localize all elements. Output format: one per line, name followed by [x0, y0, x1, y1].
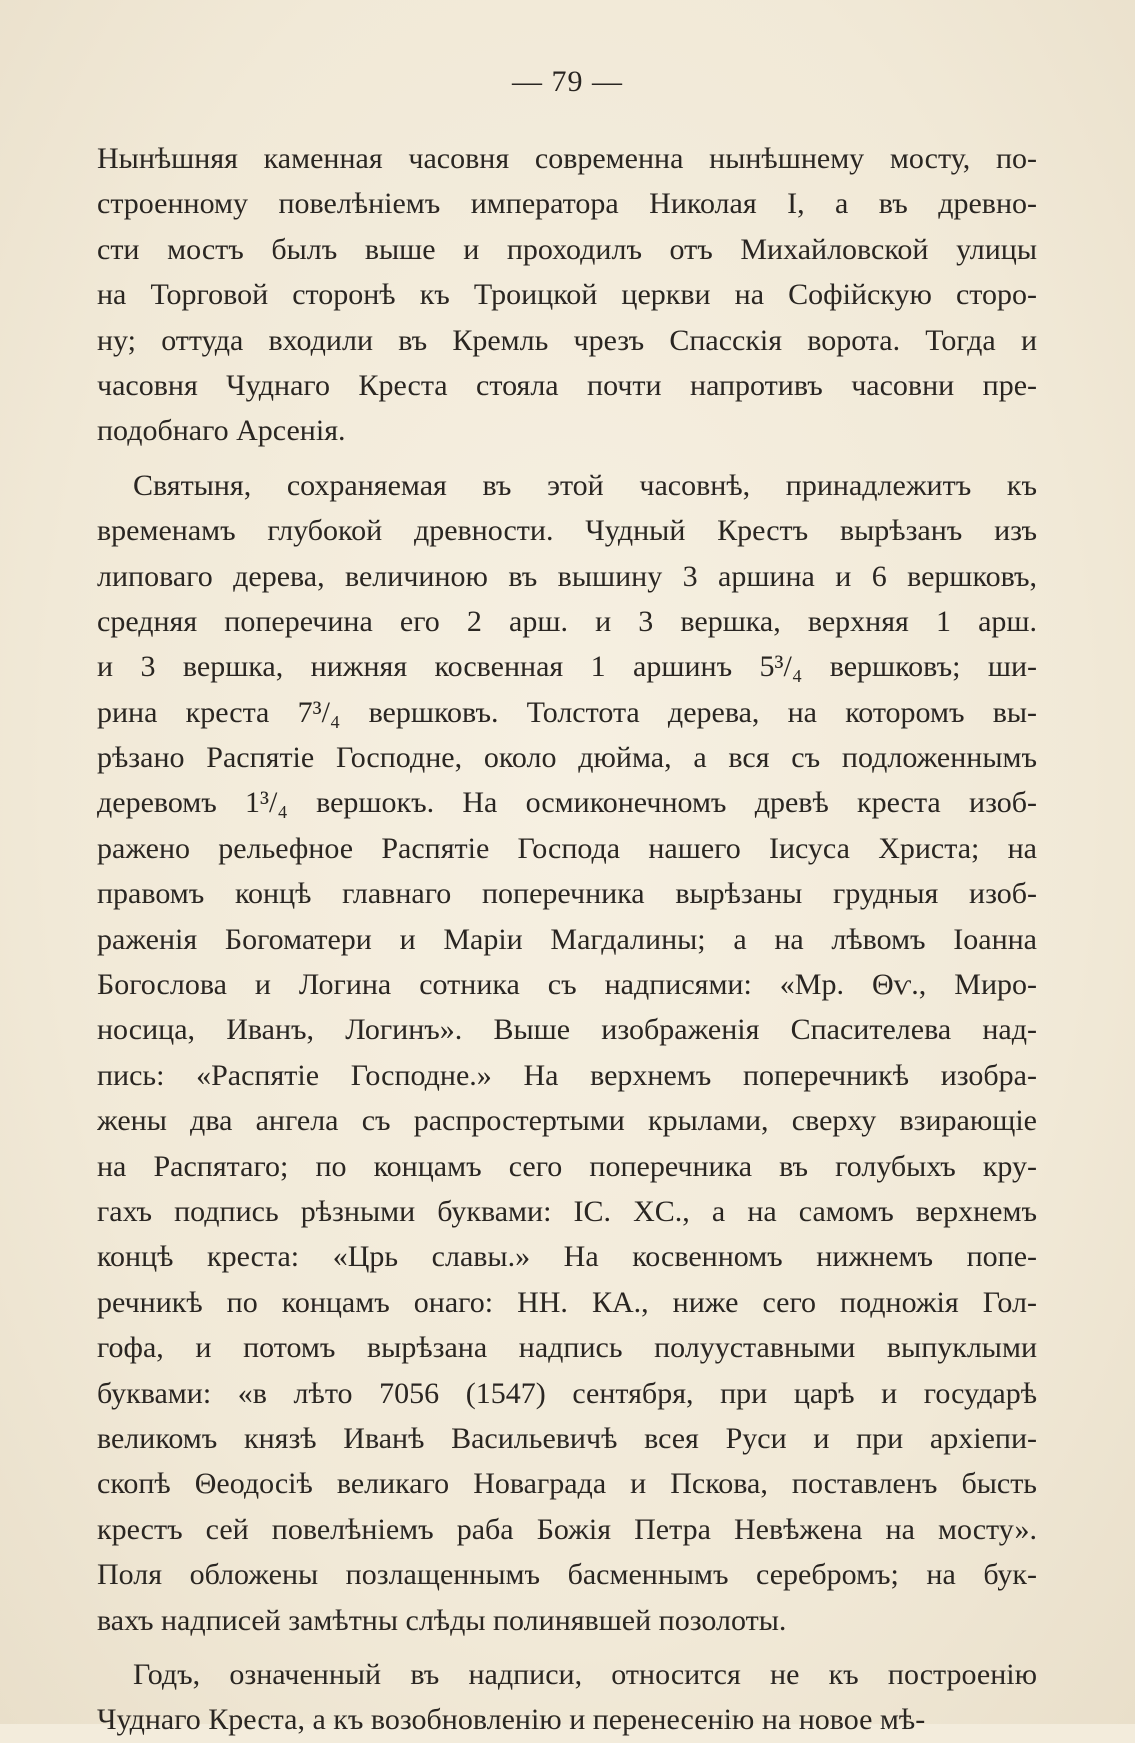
text-line: носица, Иванъ, Логинъ». Выше изображенія Спасителева над-	[97, 1013, 1037, 1047]
text-line: липоваго дерева, величиною въ вышину 3 аршина и 6 вершковъ,	[97, 559, 1037, 593]
text-line: деревомъ 1³/₄ вершокъ. На осмиконечномъ древѣ креста изоб-	[97, 786, 1037, 820]
text-line: Годъ, означенный въ надписи, относится не къ построенію	[133, 1657, 1037, 1691]
text-line: Нынѣшняя каменная часовня современна нынѣшнему мосту, по-	[97, 142, 1037, 175]
paragraph-gap	[97, 454, 1037, 463]
text-line: Святыня, сохраняемая въ этой часовнѣ, принадлежитъ къ	[133, 468, 1037, 502]
page-number: — 79 —	[512, 65, 623, 98]
paragraph-gap	[97, 1643, 1037, 1652]
text-line: строенному повелѣніемъ императора Николая I, а въ древно-	[97, 187, 1037, 221]
text-line: рина креста 7³/₄ вершковъ. Толстота дерева, на которомъ вы-	[97, 695, 1037, 729]
text-line: буквами: «в лѣто 7056 (1547) сентября, при царѣ и государѣ	[97, 1376, 1037, 1410]
text-line: на Торговой сторонѣ къ Троицкой церкви на Софійскую сторо-	[97, 278, 1037, 312]
text-line: ражено рельефное Распятіе Господа нашего Іисуса Христа; на	[97, 831, 1037, 865]
text-line: временамъ глубокой древности. Чудный Крестъ вырѣзанъ изъ	[97, 514, 1037, 548]
text-line: Чуднаго Креста, а къ возобновленію и перенесенію на новое мѣ-	[97, 1703, 926, 1737]
text-line: Богослова и Логина сотника съ надписями: «Мр. Θѵ., Миро-	[97, 968, 1037, 1002]
text-line: жены два ангела съ распростертыми крылами, сверху взирающіе	[97, 1104, 1037, 1138]
body-text	[97, 136, 1037, 1743]
text-line: на Распятаго; по концамъ сего поперечника въ голубыхъ кру-	[97, 1149, 1037, 1183]
text-line: крестъ сей повелѣніемъ раба Божія Петра Невѣжена на мосту».	[97, 1512, 1037, 1546]
text-line: средняя поперечина его 2 арш. и 3 вершка, верхняя 1 арш.	[97, 604, 1037, 638]
text-line: скопѣ Θеодосіѣ великаго Новаграда и Пскова, поставленъ бысть	[97, 1467, 1037, 1501]
text-line: и 3 вершка, нижняя косвенная 1 аршинъ 5³/₄ вершковъ; ши-	[97, 650, 1037, 684]
text-line: пись: «Распятіе Господне.» На верхнемъ поперечникѣ изобра-	[97, 1058, 1037, 1092]
text-line: раженія Богоматери и Маріи Магдалины; а на лѣвомъ Іоанна	[97, 922, 1037, 956]
text-line: Поля обложены позлащеннымъ басменнымъ серебромъ; на бук-	[97, 1558, 1037, 1592]
paragraph-1	[97, 136, 1037, 454]
text-line: вахъ надписей замѣтны слѣды полинявшей позолоты.	[97, 1603, 787, 1637]
text-line: правомъ концѣ главнаго поперечника вырѣзаны грудныя изоб-	[97, 877, 1037, 911]
text-line: гофа, и потомъ вырѣзана надпись полууставными выпуклыми	[97, 1331, 1037, 1365]
text-line: сти мостъ былъ выше и проходилъ отъ Михайловской улицы	[97, 232, 1037, 266]
text-line: часовня Чуднаго Креста стояла почти напротивъ часовни пре-	[97, 368, 1037, 402]
text-line: концѣ креста: «Црь славы.» На косвенномъ нижнемъ попе-	[97, 1240, 1037, 1274]
text-line: рѣзано Распятіе Господне, около дюйма, а вся съ подложеннымъ	[97, 741, 1037, 775]
text-line: ну; оттуда входили въ Кремль чрезъ Спасскія ворота. Тогда и	[97, 323, 1037, 357]
text-line: речникѣ по концамъ онаго: НН. КА., ниже сего подножія Гол-	[97, 1285, 1037, 1319]
text-line: подобнаго Арсенія.	[97, 414, 346, 448]
text-line: гахъ подпись рѣзными буквами: IC. XC., а на самомъ верхнемъ	[97, 1194, 1037, 1228]
paragraph-2	[97, 463, 1037, 1643]
text-line: великомъ князѣ Иванѣ Васильевичѣ всея Руси и при архіепи-	[97, 1421, 1037, 1455]
paragraph-3	[97, 1652, 1037, 1743]
